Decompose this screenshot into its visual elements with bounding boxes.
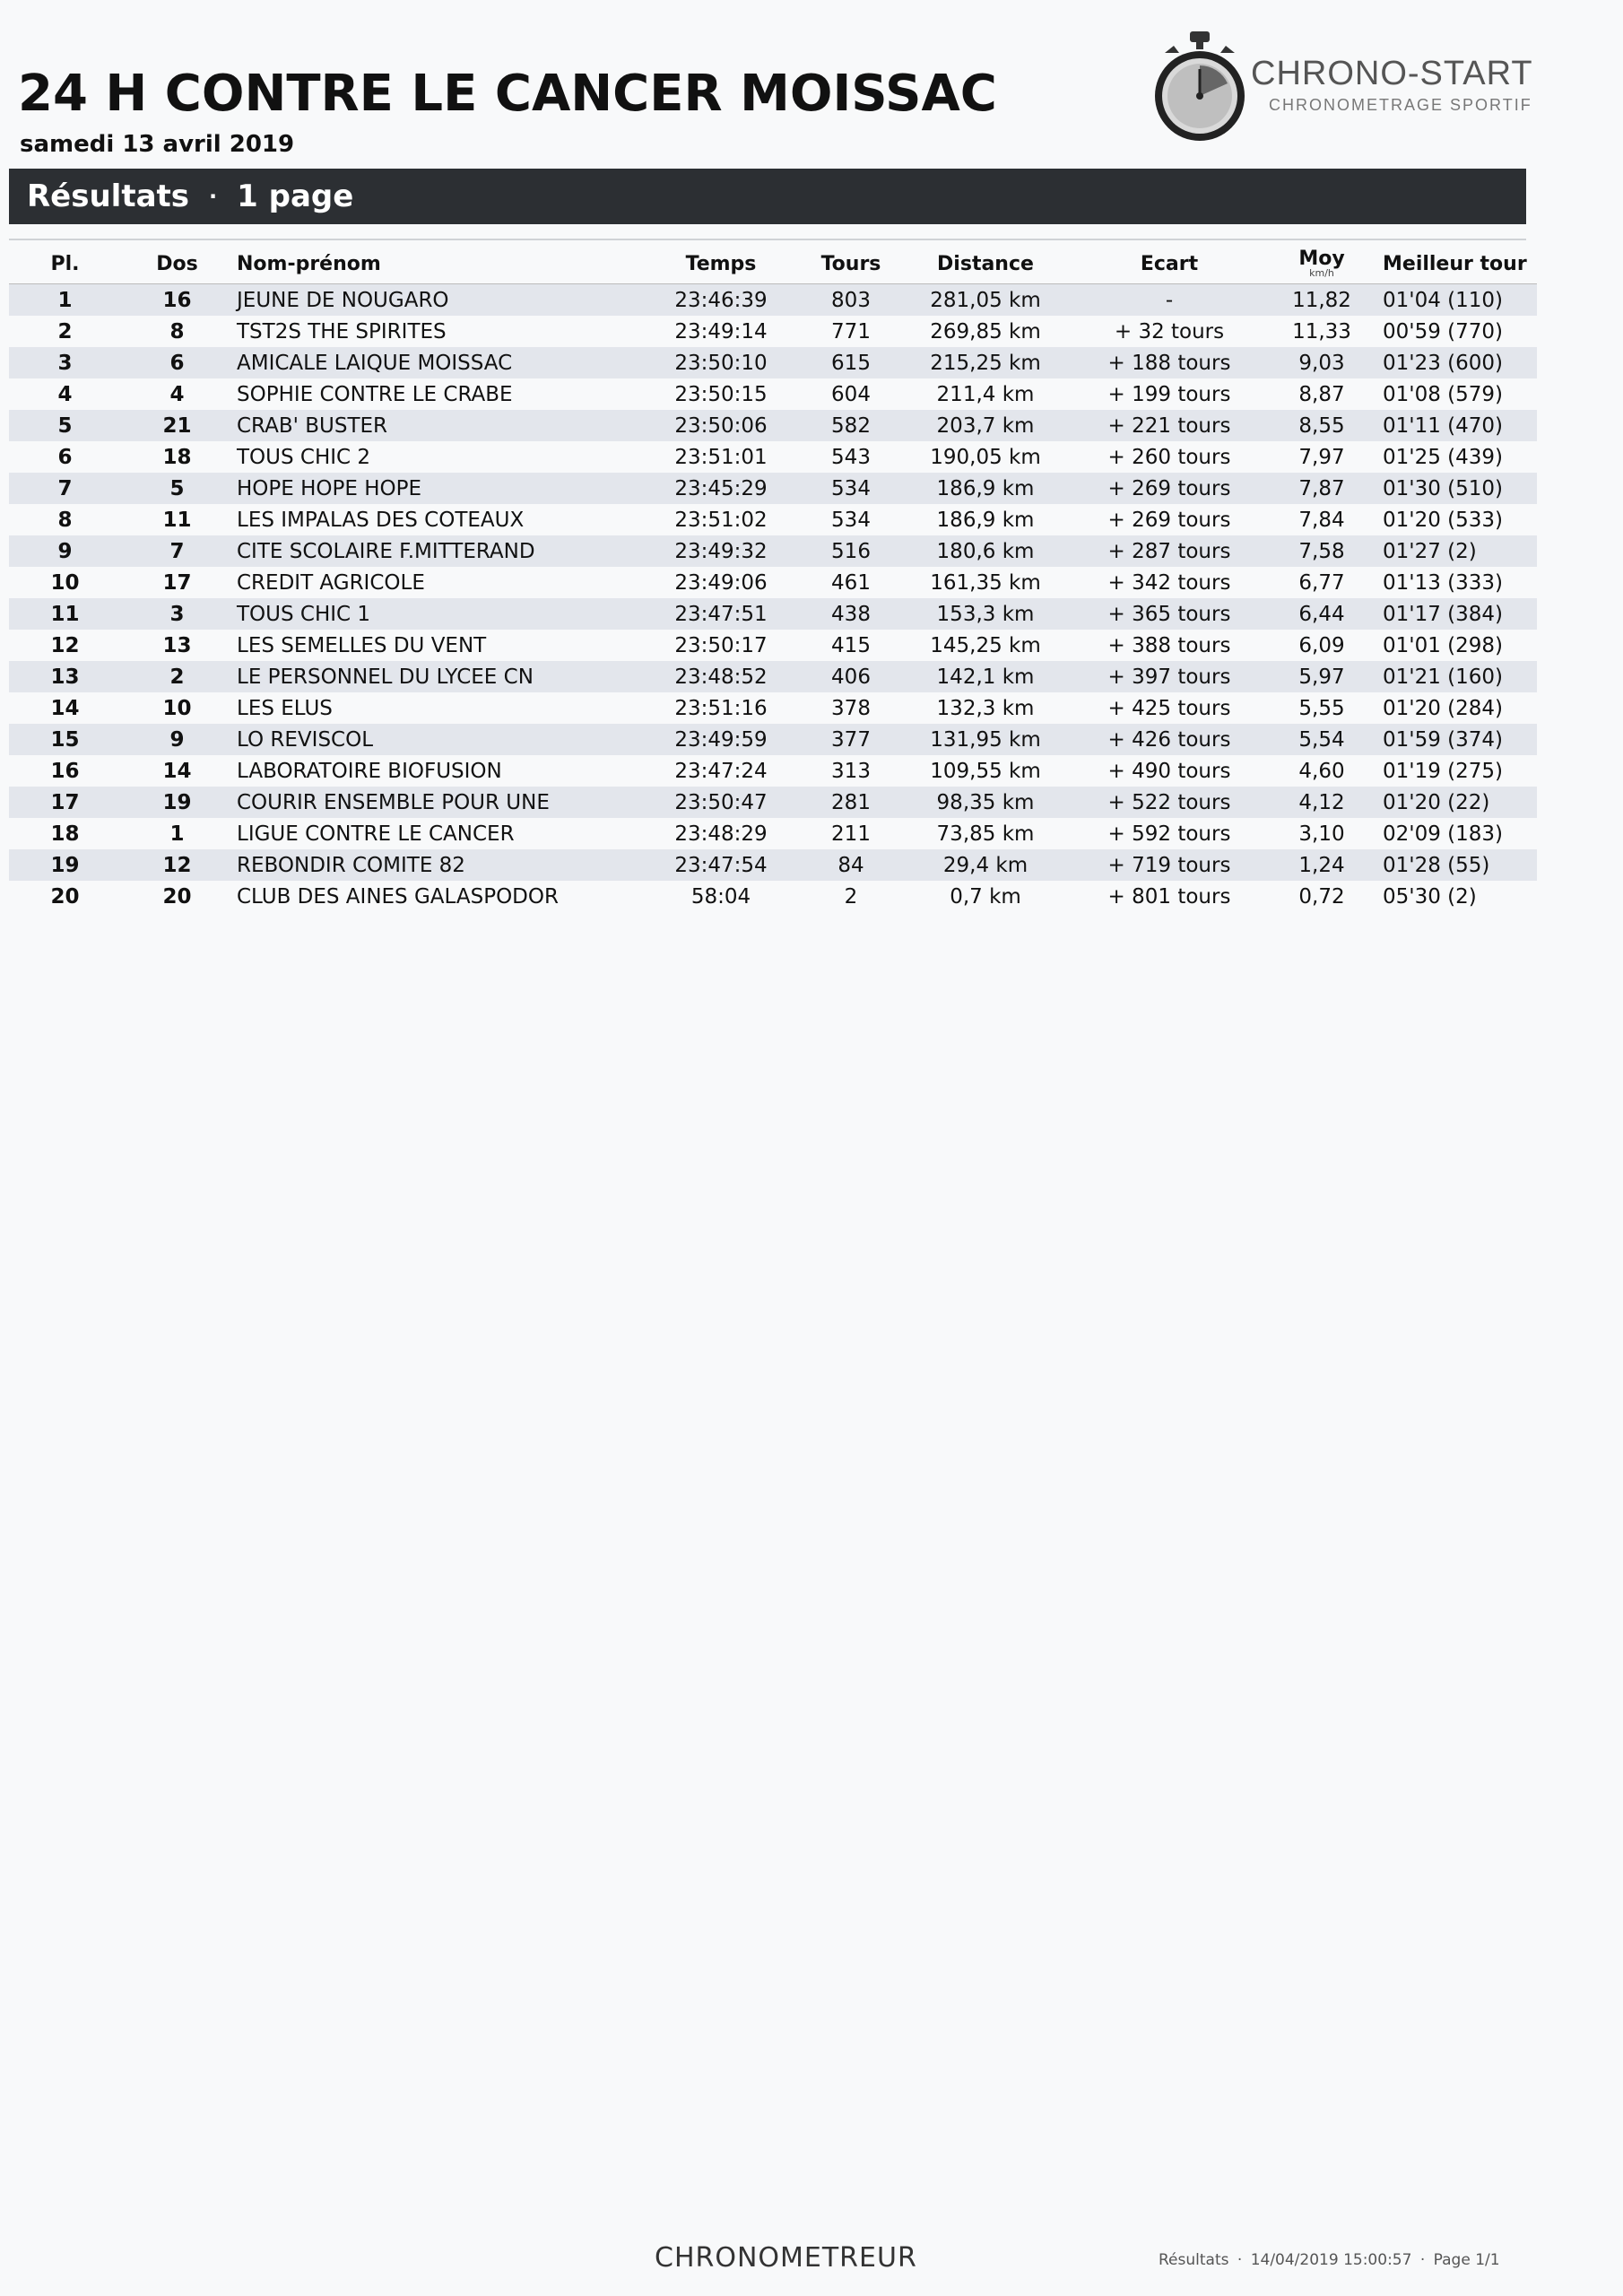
cell-pl: 17 (9, 787, 121, 818)
cell-dos: 12 (121, 849, 233, 881)
cell-nom: SOPHIE CONTRE LE CRABE (237, 382, 513, 406)
cell-best-lap: 01'01 (298) (1383, 633, 1504, 657)
cell-distance: 145,25 km (930, 633, 1041, 657)
cell-pl: 5 (9, 410, 121, 441)
cell-moy: 7,58 (1268, 535, 1376, 567)
cell-distance: 203,7 km (900, 410, 1071, 441)
cell-tours: 438 (802, 598, 900, 630)
table-row (9, 410, 1537, 441)
cell-nom: AMICALE LAIQUE MOISSAC (233, 347, 640, 378)
cell-nom: LABORATOIRE BIOFUSION (237, 759, 502, 783)
cell-tours: 516 (802, 535, 900, 567)
cell-pl: 11 (9, 598, 121, 630)
cell-distance: 180,6 km (900, 535, 1071, 567)
cell-distance: 161,35 km (930, 570, 1041, 595)
cell-temps: 23:47:51 (640, 598, 802, 630)
table-row (9, 849, 1537, 881)
cell-best-lap: 01'04 (110) (1376, 284, 1537, 317)
cell-tours: 406 (802, 661, 900, 692)
cell-best-lap: 02'09 (183) (1383, 822, 1504, 846)
cell-nom: COURIR ENSEMBLE POUR UNE (233, 787, 640, 818)
cell-pl: 18 (50, 822, 80, 846)
table-row (9, 692, 1537, 724)
footer-brand: CHRONOMETREUR (655, 2242, 917, 2274)
cell-best-lap: 01'20 (284) (1383, 696, 1504, 720)
cell-nom: LE PERSONNEL DU LYCEE CN (233, 661, 640, 692)
cell-moy: 7,84 (1298, 508, 1345, 532)
cell-best-lap: 01'08 (579) (1383, 382, 1504, 406)
results-section-bar (9, 169, 1526, 224)
cell-nom: TOUS CHIC 2 (237, 445, 371, 469)
logo-subtitle: CHRONOMETRAGE SPORTIF (1269, 96, 1532, 114)
cell-ecart: + 522 tours (1071, 787, 1268, 818)
cell-pl: 19 (9, 849, 121, 881)
cell-distance: 281,05 km (900, 284, 1071, 317)
cell-dos: 14 (162, 759, 192, 783)
cell-distance: 132,3 km (936, 696, 1035, 720)
cell-moy: 6,77 (1298, 570, 1345, 595)
footer-info (1157, 2251, 1502, 2269)
cell-temps: 23:47:54 (640, 849, 802, 881)
cell-nom: CRAB' BUSTER (233, 410, 640, 441)
cell-dos: 11 (162, 508, 192, 532)
cell-best-lap: 01'17 (384) (1376, 598, 1537, 630)
cell-distance: 269,85 km (930, 319, 1041, 344)
cell-moy: 0,72 (1298, 884, 1345, 909)
cell-nom: CITE SCOLAIRE F.MITTERAND (233, 535, 640, 567)
cell-tours: 615 (802, 347, 900, 378)
footer-doc: Résultats (1159, 2251, 1229, 2269)
cell-best-lap: 01'21 (160) (1376, 661, 1537, 692)
table-row (9, 535, 1537, 567)
cell-nom: LIGUE CONTRE LE CANCER (237, 822, 515, 846)
cell-tours: 461 (831, 570, 871, 595)
cell-tours: 378 (831, 696, 871, 720)
cell-moy: 3,10 (1298, 822, 1345, 846)
cell-dos: 16 (121, 284, 233, 317)
results-table (9, 244, 1537, 912)
cell-ecart: + 592 tours (1107, 822, 1231, 846)
cell-distance: 131,95 km (900, 724, 1071, 755)
cell-ecart: + 221 tours (1071, 410, 1268, 441)
cell-best-lap: 01'30 (510) (1376, 473, 1537, 504)
cell-temps: 23:49:06 (674, 570, 768, 595)
chrono-start-logo (1152, 31, 1533, 157)
col-moy-unit: km/h (1309, 267, 1334, 279)
cell-dos: 17 (162, 570, 192, 595)
cell-ecart: + 188 tours (1071, 347, 1268, 378)
cell-best-lap: 01'20 (533) (1383, 508, 1504, 532)
table-row (9, 473, 1537, 504)
cell-dos: 9 (121, 724, 233, 755)
cell-dos: 10 (162, 696, 192, 720)
table-row (9, 881, 1537, 912)
cell-distance: 190,05 km (930, 445, 1041, 469)
cell-dos: 18 (162, 445, 192, 469)
cell-pl: 6 (57, 445, 73, 469)
cell-tours: 543 (831, 445, 871, 469)
cell-nom: TST2S THE SPIRITES (237, 319, 447, 344)
table-row (9, 818, 1537, 849)
cell-tours: 211 (831, 822, 871, 846)
cell-dos: 5 (121, 473, 233, 504)
cell-ecart: + 425 tours (1107, 696, 1231, 720)
cell-moy: 8,55 (1268, 410, 1376, 441)
cell-nom: JEUNE DE NOUGARO (233, 284, 640, 317)
cell-temps: 23:48:52 (640, 661, 802, 692)
cell-distance: 215,25 km (900, 347, 1071, 378)
cell-distance: 153,3 km (900, 598, 1071, 630)
cell-dos: 19 (121, 787, 233, 818)
results-body (9, 284, 1537, 913)
cell-moy: 9,03 (1268, 347, 1376, 378)
logo-name: CHRONO-START (1251, 55, 1533, 92)
cell-dos: 20 (162, 884, 192, 909)
section-separator: · (209, 184, 218, 209)
cell-moy: 5,54 (1268, 724, 1376, 755)
cell-nom: REBONDIR COMITE 82 (233, 849, 640, 881)
col-moy-label: Moy (1298, 248, 1345, 270)
table-row (9, 504, 1537, 535)
cell-ecart: - (1071, 284, 1268, 317)
table-row (9, 724, 1537, 755)
cell-best-lap: 01'28 (55) (1376, 849, 1537, 881)
cell-distance: 186,9 km (900, 473, 1071, 504)
cell-pl: 3 (9, 347, 121, 378)
cell-dos: 13 (162, 633, 192, 657)
cell-distance: 142,1 km (900, 661, 1071, 692)
footer-timestamp: 14/04/2019 15:00:57 (1250, 2251, 1412, 2269)
cell-nom: CLUB DES AINES GALASPODOR (237, 884, 559, 909)
cell-pl: 14 (50, 696, 80, 720)
cell-best-lap: 01'27 (2) (1376, 535, 1537, 567)
footer-page: Page 1/1 (1433, 2251, 1500, 2269)
table-row (9, 630, 1537, 661)
cell-distance: 98,35 km (900, 787, 1071, 818)
cell-tours: 604 (831, 382, 871, 406)
cell-temps: 23:51:01 (674, 445, 768, 469)
cell-ecart: + 269 tours (1071, 473, 1268, 504)
header-rule (9, 239, 1526, 240)
cell-best-lap: 00'59 (770) (1383, 319, 1504, 344)
cell-temps: 23:50:15 (674, 382, 768, 406)
cell-distance: 0,7 km (950, 884, 1021, 909)
cell-moy: 5,97 (1268, 661, 1376, 692)
cell-temps: 23:50:17 (674, 633, 768, 657)
cell-dos: 1 (169, 822, 185, 846)
cell-pl: 16 (50, 759, 80, 783)
cell-moy: 7,97 (1298, 445, 1345, 469)
cell-tours: 582 (802, 410, 900, 441)
cell-best-lap: 01'25 (439) (1383, 445, 1504, 469)
cell-temps: 23:49:59 (640, 724, 802, 755)
cell-ecart: + 32 tours (1114, 319, 1225, 344)
cell-nom: LES SEMELLES DU VENT (237, 633, 487, 657)
cell-ecart: + 342 tours (1107, 570, 1231, 595)
section-label: Résultats (27, 178, 190, 214)
table-row (9, 378, 1537, 410)
cell-nom: LO REVISCOL (233, 724, 640, 755)
cell-temps: 23:45:29 (640, 473, 802, 504)
cell-distance: 211,4 km (936, 382, 1035, 406)
cell-best-lap: 05'30 (2) (1383, 884, 1477, 909)
cell-dos: 4 (169, 382, 185, 406)
cell-dos: 7 (121, 535, 233, 567)
cell-tours: 415 (831, 633, 871, 657)
cell-pl: 7 (9, 473, 121, 504)
cell-pl: 15 (9, 724, 121, 755)
cell-tours: 377 (802, 724, 900, 755)
col-pl: Pl. (9, 244, 121, 284)
cell-distance: 186,9 km (936, 508, 1035, 532)
cell-nom: LES ELUS (237, 696, 333, 720)
cell-temps: 23:50:10 (640, 347, 802, 378)
table-row (9, 755, 1537, 787)
table-row (9, 441, 1537, 473)
cell-moy: 6,44 (1268, 598, 1376, 630)
cell-moy: 4,12 (1268, 787, 1376, 818)
cell-pl: 10 (50, 570, 80, 595)
cell-pl: 4 (57, 382, 73, 406)
cell-moy: 6,09 (1298, 633, 1345, 657)
cell-ecart: + 269 tours (1107, 508, 1231, 532)
cell-best-lap: 01'19 (275) (1383, 759, 1504, 783)
cell-pl: 20 (50, 884, 80, 909)
cell-ecart: + 397 tours (1071, 661, 1268, 692)
cell-ecart: + 287 tours (1071, 535, 1268, 567)
cell-temps: 23:46:39 (640, 284, 802, 317)
cell-ecart: + 199 tours (1107, 382, 1231, 406)
cell-distance: 109,55 km (930, 759, 1041, 783)
cell-ecart: + 426 tours (1071, 724, 1268, 755)
cell-best-lap: 01'23 (600) (1376, 347, 1537, 378)
cell-pl: 9 (9, 535, 121, 567)
col-tours: Tours (802, 244, 900, 284)
cell-tours: 534 (802, 473, 900, 504)
cell-moy: 11,82 (1268, 284, 1376, 317)
cell-nom: LES IMPALAS DES COTEAUX (237, 508, 525, 532)
stopwatch-icon (1152, 31, 1251, 148)
cell-temps: 58:04 (690, 884, 751, 909)
cell-tours: 2 (844, 884, 858, 909)
col-dos: Dos (121, 244, 233, 284)
cell-dos: 6 (121, 347, 233, 378)
cell-best-lap: 01'20 (22) (1376, 787, 1537, 818)
cell-best-lap: 01'11 (470) (1376, 410, 1537, 441)
cell-temps: 23:48:29 (674, 822, 768, 846)
cell-dos: 3 (121, 598, 233, 630)
cell-tours: 534 (831, 508, 871, 532)
cell-best-lap: 01'59 (374) (1376, 724, 1537, 755)
cell-ecart: + 365 tours (1071, 598, 1268, 630)
cell-best-lap: 01'13 (333) (1383, 570, 1504, 595)
cell-moy: 1,24 (1268, 849, 1376, 881)
cell-pl: 13 (9, 661, 121, 692)
table-row (9, 347, 1537, 378)
page-title: 24 H CONTRE LE CANCER MOISSAC (18, 65, 997, 123)
event-date: samedi 13 avril 2019 (20, 131, 295, 158)
table-row (9, 661, 1537, 692)
col-ecart: Ecart (1071, 244, 1268, 284)
cell-tours: 281 (802, 787, 900, 818)
cell-tours: 771 (831, 319, 871, 344)
footer-sep-2: · (1419, 2251, 1426, 2269)
cell-moy: 7,87 (1268, 473, 1376, 504)
cell-dos: 21 (121, 410, 233, 441)
cell-moy: 4,60 (1298, 759, 1345, 783)
cell-pl: 1 (9, 284, 121, 317)
cell-distance: 73,85 km (936, 822, 1035, 846)
col-distance: Distance (900, 244, 1071, 284)
cell-ecart: + 490 tours (1107, 759, 1231, 783)
cell-temps: 23:49:32 (640, 535, 802, 567)
cell-temps: 23:51:02 (674, 508, 768, 532)
cell-nom: HOPE HOPE HOPE (233, 473, 640, 504)
section-pages: 1 page (237, 178, 354, 214)
cell-dos: 2 (121, 661, 233, 692)
table-row (9, 567, 1537, 598)
cell-temps: 23:49:14 (674, 319, 768, 344)
cell-moy: 5,55 (1298, 696, 1345, 720)
cell-ecart: + 719 tours (1071, 849, 1268, 881)
cell-moy: 11,33 (1292, 319, 1351, 344)
col-nom: Nom-prénom (233, 244, 640, 284)
table-row (9, 787, 1537, 818)
table-row (9, 284, 1537, 317)
cell-temps: 23:47:24 (674, 759, 768, 783)
cell-pl: 2 (57, 319, 73, 344)
cell-temps: 23:50:06 (640, 410, 802, 441)
cell-ecart: + 260 tours (1107, 445, 1231, 469)
cell-ecart: + 801 tours (1107, 884, 1231, 909)
cell-distance: 29,4 km (900, 849, 1071, 881)
cell-pl: 8 (57, 508, 73, 532)
cell-ecart: + 388 tours (1107, 633, 1231, 657)
cell-tours: 803 (802, 284, 900, 317)
col-moy (1268, 244, 1376, 284)
col-temps: Temps (640, 244, 802, 284)
cell-temps: 23:51:16 (674, 696, 768, 720)
cell-moy: 8,87 (1298, 382, 1345, 406)
footer-sep-1: · (1237, 2251, 1243, 2269)
cell-tours: 313 (831, 759, 871, 783)
col-best-lap: Meilleur tour (1376, 244, 1537, 284)
cell-temps: 23:50:47 (640, 787, 802, 818)
cell-nom: CREDIT AGRICOLE (237, 570, 425, 595)
cell-dos: 8 (169, 319, 185, 344)
cell-tours: 84 (802, 849, 900, 881)
table-row (9, 316, 1537, 347)
table-header-row (9, 244, 1537, 284)
table-row (9, 598, 1537, 630)
cell-pl: 12 (50, 633, 80, 657)
cell-nom: TOUS CHIC 1 (233, 598, 640, 630)
